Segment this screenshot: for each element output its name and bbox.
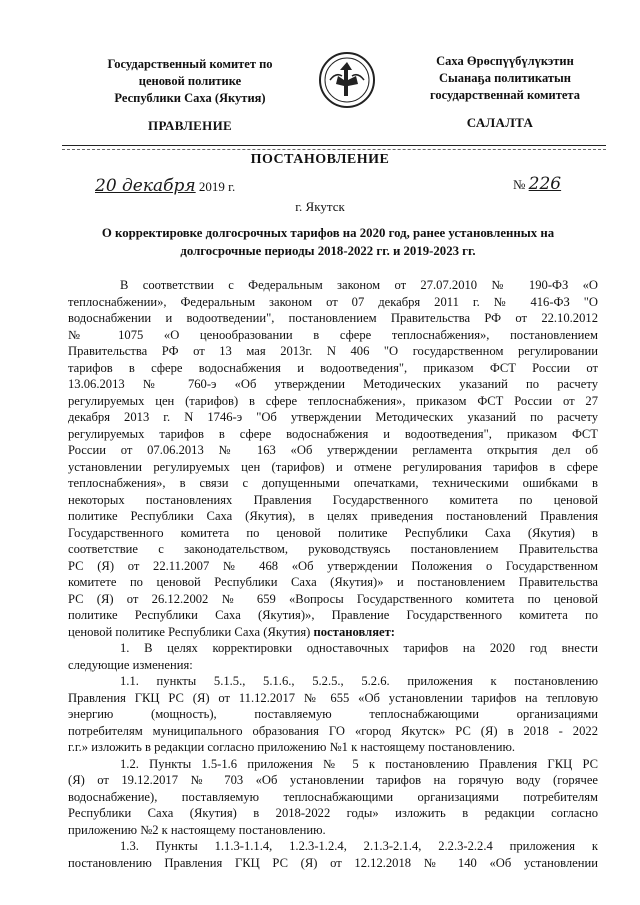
document-city: г. Якутск [295,199,345,214]
document-date [95,176,235,196]
item-line: 1. В целях корректировки одноставочных тарифов на 2020 год внести [120,641,598,655]
item-line: (Я) от 19.12.2017 № 703 «Об установлении тарифов на горячую воду (горячее [68,773,598,787]
subject-line: долгосрочные периоды 2018-2022 гг. и 2019-2023 гг. [180,244,476,258]
document-body [68,277,598,871]
body-line: комитете по ценовой Республики Саха (Якутия)» и постановлением Правительства [68,575,598,589]
body-line: водоснабжении и водоотведении", постановлением Правительства РФ от 22.10.2012 [68,311,598,325]
header-right-org [395,53,615,104]
body-line: России от 07.06.2013 № 163 «Об утверждении регламента открытия дел об [68,443,598,457]
item-line: энергию (мощность), поставляемую теплоснабжающими организациями [68,707,598,721]
body-line: некоторых постановлениях Правления Государственного комитета по ценовой [68,492,598,507]
header-left-line: Республики Саха (Якутия) [114,91,266,105]
board-label-ru: ПРАВЛЕНИЕ [148,118,232,133]
sakha-republic-emblem-icon [318,50,376,110]
subject-line: О корректировке долгосрочных тарифов на 2020 год, ранее установленных на [101,226,555,240]
body-line [68,624,598,641]
item-line: приложению №2 к настоящему постановлению. [68,822,326,837]
item-line: Республики Саха (Якутия) в 2018-2022 годы» изложить в редакции согласно [68,806,598,820]
item-line: 1.2. Пункты 1.5-1.6 приложения № 5 к постановлению Правления ГКЦ РС [120,756,598,771]
item-line: Правления ГКЦ РС (Я) от 11.12.2017 № 655 «Об установлении тарифов на тепловую [68,690,598,705]
body-line: теплоснабжении», Федеральным законом от 07 декабря 2011 г. № 416-ФЗ "О [68,294,598,309]
item-line: г.г.» изложить в редакции согласно приложению №1 к настоящему постановлению. [68,740,516,754]
body-line: РС (Я) от 22.11.2007 № 468 «Об утверждении Положения о Государственном [68,558,598,573]
document-subject [68,224,588,260]
item-line: 1.1. пункты 5.1.5., 5.1.6., 5.2.5., 5.2.6. приложения к постановлению [120,674,598,688]
body-line: политике Республики Саха (Якутия)», Правление Государственного комитета по [68,608,598,622]
handwritten-date: 20 декабря [95,176,196,196]
body-line: РС (Я) от 26.12.2002 № 659 «Вопросы Государственного комитета по ценовой [68,591,598,606]
header-right-line: Саха Өрөспүүбүлүкэтин [436,54,574,68]
handwritten-number: 226 [528,174,562,194]
body-line: регулируемых цен (тарифов) в сфере теплоснабжения», приказом ФСТ России от 27 [68,393,598,408]
document-number [513,174,561,194]
body-line-text: ценовой политике Республики Саха (Якутия) [68,624,311,639]
body-line: Государственного комитета по ценовой политике Республики Саха (Якутия) в [68,525,598,540]
body-line: теплоснабжения», в связи с допущенными опечатками, техническими ошибками в [68,476,598,490]
item-line: постановлению Правления ГКЦ РС (Я) от 12.12.2018 № 140 «Об установлении [68,855,598,870]
body-line: соответствие с законодательством, руководствуясь постановлением Правительства [68,542,598,556]
document-title: ПОСТАНОВЛЕНИЕ [250,152,390,167]
item-line: 1.3. Пункты 1.1.3-1.1.4, 1.2.3-1.2.4, 2.1.3-2.1.4, 2.2.3-2.2.4 приложения к [120,839,598,853]
body-line: регулируемых тарифов в сфере водоснабжения и водоотведения", приказом ФСТ [68,426,598,441]
header-divider [62,145,606,146]
date-year: 2019 г. [198,179,236,194]
body-line: В соответствии с Федеральным законом от 27.07.2010 № 190-ФЗ «О [120,278,598,292]
body-line: тарифов в сфере водоснабжения и водоотведения", приказом ФСТ России от [68,360,598,375]
header-right-line: государственнай комитета [430,88,580,102]
header-divider-secondary [62,149,606,150]
header-left-line: Государственный комитет по [107,57,273,71]
board-label-sakha: САЛАЛТА [466,115,534,130]
number-prefix: № [513,177,526,192]
header-left-org [70,56,310,107]
body-line: 13.06.2013 № 760-э «Об утверждении Методических указаний по расчету [68,377,598,391]
header-left-line: ценовой политике [138,74,242,88]
decree-word: постановляет: [313,624,396,639]
body-line: № 1075 «О ценообразовании в сфере теплоснабжения», постановлением [68,327,598,342]
item-line: водоснабжение), поставляемую теплоснабжающими организациями потребителям [68,789,598,804]
body-line: Правительства РФ от 13 мая 2013г. N 406 "О государственном регулировании [68,344,598,358]
header-right-line: Сыанаҕа политикатын [439,71,571,85]
item-line: следующие изменения: [68,657,193,672]
body-line: политике Республики Саха (Якутия), в целях приведения постановлений Правления [68,509,598,523]
item-line: потребителям муниципального образования ГО «город Якутск» РС (Я) в 2018 - 2022 [68,723,598,738]
body-line: декабря 2013 г. N 1746-э "Об утверждении Методических указаний по расчету [68,410,598,424]
body-line: установлении регулируемых цен (тарифов) и отмене регулирования тарифов в сфере [68,459,598,474]
